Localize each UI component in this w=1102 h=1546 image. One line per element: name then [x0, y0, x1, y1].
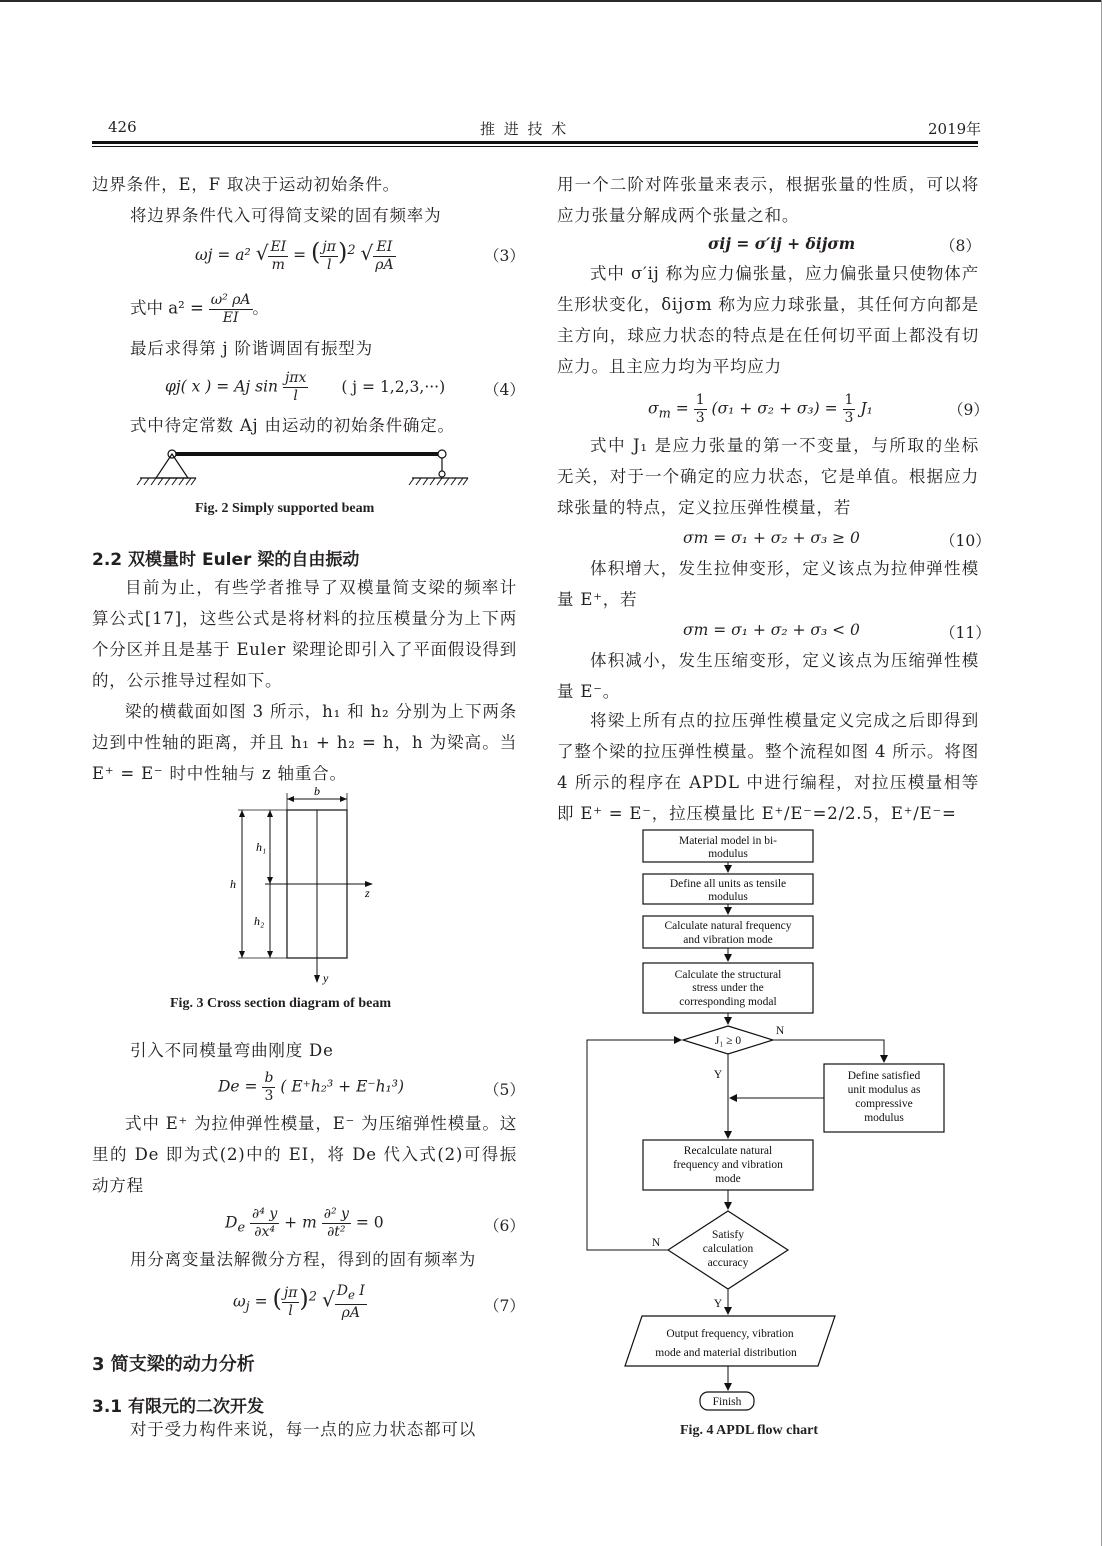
- equation-4-number: （4）: [484, 381, 525, 399]
- a-def-prefix: 式中 a² =: [130, 298, 204, 318]
- label-h: h: [230, 877, 236, 891]
- right-paragraph-1: 用一个二阶对阵张量来表示，根据张量的性质，可以将应力张量分解成两个张量之和。: [557, 175, 979, 225]
- equation-11: σm = σ₁ + σ₂ + σ₃ < 0: [683, 621, 860, 639]
- left-paragraph-8: 引入不同模量弯曲刚度 De: [130, 1041, 334, 1060]
- flow-s1-line2: modulus: [708, 848, 748, 860]
- equation-3-lhs: ωj = a²: [195, 246, 251, 264]
- flow-out-line2: mode and material distribution: [655, 1347, 797, 1359]
- left-paragraph-1: 边界条件，E，F 取决于运动初始条件。: [92, 175, 400, 194]
- right-paragraph-4: 体积增大，发生拉伸变形，定义该点为拉伸弹性模量 E⁺，若: [557, 559, 979, 609]
- right-pin: [438, 450, 446, 458]
- flow-s5-line4: modulus: [864, 1112, 904, 1124]
- right-paragraph-2: 式中 σ′ij 称为应力偏张量，应力偏张量只使物体产生形状变化，δijσm 称为应力球张量，其任何方向都是主方向，球应力状态的特点是在任何切平面上都没有切应力。且主应力均为平均应力: [557, 264, 979, 376]
- equation-4: φj( x ) = Aj sin $\frac{\text{jπx}}{l}$ ( j = 1,2,3,···): [165, 370, 446, 404]
- left-paragraph-11: 对于受力构件来说，每一点的应力状态都可以: [130, 1420, 476, 1439]
- equation-5-rhs: ( E⁺h₂³ + E⁻h₁³): [280, 1077, 405, 1096]
- year: 2019年: [928, 120, 982, 138]
- flow-d2-no: N: [651, 1237, 661, 1249]
- flow-finish-label: Finish: [712, 1396, 742, 1408]
- flow-s4-line1: Calculate the structural: [674, 969, 782, 981]
- header-rule: [92, 141, 978, 144]
- equation-6: $D_e$ $\frac{\text{∂⁴ y}}{\text{∂x⁴}}$ + m $\frac{\text{∂² y}}{\text{∂t²}}$ = 0: [225, 1206, 384, 1240]
- fig4-caption: Fig. 4 APDL flow chart: [680, 1423, 819, 1438]
- label-z: z: [365, 886, 370, 900]
- section-3-heading: 3 简支梁的动力分析: [92, 1354, 255, 1375]
- equation-5-number: （5）: [484, 1081, 525, 1099]
- label-y: y: [323, 971, 329, 985]
- left-paragraph-5: 式中待定常数 Aj 由运动的初始条件确定。: [130, 416, 455, 435]
- equation-5: De = $\frac{b}{3}$ ( E⁺h₂³ + E⁻h₁³): [218, 1070, 405, 1104]
- flow-s6-line3: mode: [715, 1173, 741, 1185]
- flow-s5-line2: unit modulus as: [847, 1084, 921, 1096]
- cross-section-figure: [220, 785, 390, 995]
- flow-s4-line2: stress under the: [692, 982, 764, 994]
- fig2-caption: Fig. 2 Simply supported beam: [195, 501, 375, 516]
- left-paragraph-10: 用分离变量法解微分方程，得到的固有频率为: [130, 1250, 476, 1269]
- left-paragraph-7: 梁的横截面如图 3 所示，h₁ 和 h₂ 分别为上下两条边到中性轴的距离，并且 h₁ + h₂ = h，h 为梁高。当 E⁺ = E⁻ 时中性轴与 z 轴重合。: [92, 702, 517, 783]
- section-2-2-heading: 2.2 双模量时 Euler 梁的自由振动: [92, 550, 360, 570]
- flow-s3-line1: Calculate natural frequency: [664, 920, 792, 932]
- journal-title: 推 进 技 术: [480, 120, 569, 138]
- flow-d1-no: N: [775, 1025, 785, 1037]
- left-paragraph-6: 目前为止，有些学者推导了双模量简支梁的频率计算公式[17]，这些公式是将材料的拉压模量分为上下两个分区并且是基于 Euler 梁理论即引入了平面假设得到的，公示推导过程如下。: [92, 578, 517, 690]
- equation-3: ωj = a² √ $\frac{EI}{m}$ = ( $\frac{j\pi}{l}$ )$^2$ √ $\frac{EI}{\rho A}$: [195, 238, 394, 273]
- equation-6-number: （6）: [484, 1217, 525, 1235]
- flow-d2-line2: calculation: [702, 1243, 754, 1255]
- equation-3-number: （3）: [484, 247, 525, 265]
- equation-8-number: （8）: [940, 237, 981, 255]
- flow-d2-yes: Y: [713, 1298, 723, 1310]
- flow-s1-line1: Material model in bi-: [678, 835, 778, 847]
- equation-a-def: 式中 a² = $\frac{\text{ω² ρA}}{EI}$ 。: [130, 292, 269, 326]
- flow-d2-line1: Satisfy: [712, 1229, 744, 1241]
- flow-s2-line2: modulus: [708, 891, 748, 903]
- flow-s5-line1: Define satisfied: [847, 1070, 921, 1082]
- flow-s6-line2: frequency and vibration: [673, 1159, 783, 1171]
- left-paragraph-2: 将边界条件代入可得简支梁的固有频率为: [130, 206, 442, 225]
- simply-supported-beam-figure: [130, 444, 470, 494]
- apdl-flow-chart: [580, 826, 960, 1416]
- equation-4-lhs: φj( x ) = Aj sin: [165, 377, 279, 396]
- equation-9-number: （9）: [948, 401, 989, 419]
- equation-10-number: （10）: [940, 532, 991, 550]
- flow-out-line1: Output frequency, vibration: [666, 1328, 794, 1340]
- right-paragraph-3: 式中 J₁ 是应力张量的第一不变量，与所取的坐标无关，对于一个确定的应力状态，它是单值。根据应力球张量的特点，定义拉压弹性模量，若: [557, 436, 979, 517]
- top-border: [0, 0, 1102, 2]
- fig3-caption: Fig. 3 Cross section diagram of beam: [170, 996, 391, 1011]
- flow-s2-line1: Define all units as tensile: [669, 878, 787, 890]
- flow-s5-line3: compressive: [855, 1098, 913, 1110]
- label-b: b: [314, 785, 320, 798]
- left-paragraph-9: 式中 E⁺ 为拉伸弹性模量，E⁻ 为压缩弹性模量。这里的 De 即为式(2)中的 EI，将 De 代入式(2)可得振动方程: [92, 1114, 517, 1195]
- equation-9: $\sigma_m$ = $\frac{1}{3}$ (σ₁ + σ₂ + σ₃) = $\frac{1}{3}$ J₁: [648, 392, 873, 426]
- equation-4-range: ( j = 1,2,3,···): [341, 377, 446, 396]
- flow-texts: [652, 835, 921, 1408]
- flow-s6-line1: Recalculate natural: [683, 1145, 773, 1157]
- right-paragraph-6: 将梁上所有点的拉压弹性模量定义完成之后即得到了整个梁的拉压弹性模量。整个流程如图 4 所示。将图 4 所示的程序在 APDL 中进行编程，对拉压模量相等即 E⁺ = E⁻，拉压模量比 E⁺/E⁻=2/2.5，E⁺/E⁻=: [557, 711, 979, 823]
- equation-8: σij = σ′ij + δijσm: [708, 234, 856, 253]
- equation-7-number: （7）: [484, 1297, 525, 1315]
- page-number: 426: [108, 118, 137, 136]
- flow-d2-line3: accuracy: [707, 1257, 749, 1269]
- equation-7: $\omega_j$ = ( $\frac{j\pi}{l}$ )$^2$ √ $\frac{D_e I}{\rho A}$: [233, 1283, 365, 1321]
- equation-11-number: （11）: [940, 624, 991, 642]
- label-h1: h₁: [256, 840, 267, 854]
- flow-d1-yes: Y: [713, 1069, 723, 1081]
- flow-s4-line3: corresponding modal: [679, 996, 777, 1008]
- equation-5-lhs: De =: [218, 1077, 258, 1096]
- flow-d1: J₁ ≥ 0: [714, 1035, 742, 1047]
- flow-s3-line2: and vibration mode: [683, 934, 773, 946]
- equation-10: σm = σ₁ + σ₂ + σ₃ ≥ 0: [683, 529, 860, 547]
- label-h2: h₂: [254, 914, 265, 928]
- right-paragraph-5: 体积减小，发生压缩变形，定义该点为压缩弹性模量 E⁻。: [557, 651, 979, 701]
- header-rule-thin: [92, 146, 978, 147]
- left-hatch: [137, 478, 196, 485]
- left-paragraph-4: 最后求得第 j 阶谐调固有振型为: [130, 339, 373, 358]
- section-3-1-heading: 3.1 有限元的二次开发: [92, 1397, 265, 1417]
- right-hatch: [409, 478, 468, 485]
